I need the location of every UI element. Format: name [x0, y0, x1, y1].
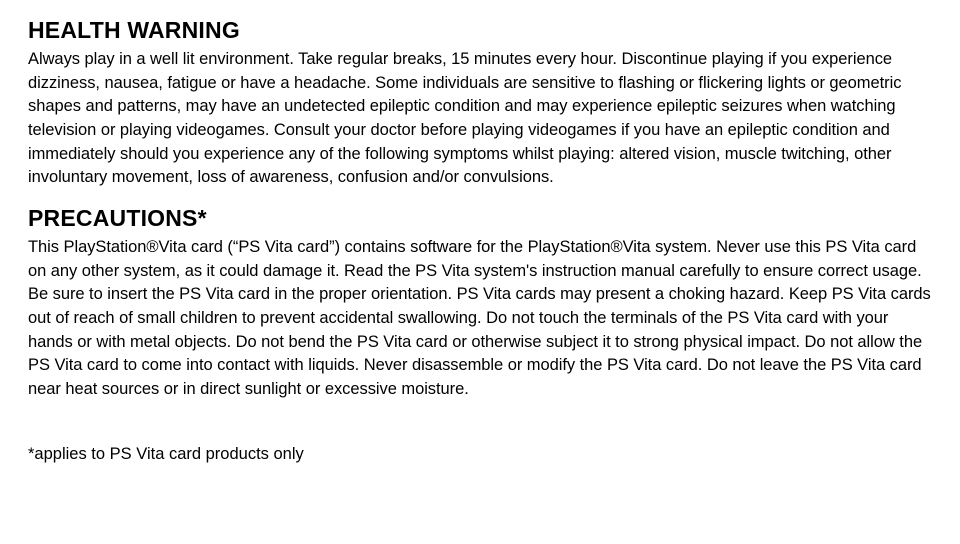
- health-warning-heading: HEALTH WARNING: [28, 17, 240, 43]
- health-warning-body: Always play in a well lit environment. Take regular breaks, 15 minutes every hour. Discontinue playing if you experience dizziness, nausea, fatigue or have a headache. Some individuals are sensitive to flashing or flickering lights or geometric shapes and patterns, may have an undetected epileptic condition and may experience epileptic seizures when watching television or playing videogames. Consult your doctor before playing videogames if you have an epileptic condition and immediately should you experience any of the following symptoms whilst playing: altered vision, muscle twitching, other involuntary movement, loss of awareness, confusion and/or convulsions.: [28, 50, 902, 187]
- precautions-body: This PlayStation®Vita card (“PS Vita card”) contains software for the PlayStation®Vita system. Never use this PS Vita card on any other system, as it could damage it. Read the PS Vita system's instruction manual carefully to ensure correct usage. Be sure to insert the PS Vita card in the proper orientation. PS Vita cards may present a choking hazard. Keep PS Vita cards out of reach of small children to prevent accidental swallowing. Do not touch the terminals of the PS Vita card with your hands or with metal objects. Do not bend the PS Vita card or otherwise subject it to strong physical impact. Do not allow the PS Vita card to come into contact with liquids. Never disassemble or modify the PS Vita card. Do not leave the PS Vita card near heat sources or in direct sunlight or excessive moisture.: [28, 238, 931, 398]
- section-health-warning: [28, 18, 932, 190]
- precautions-heading: PRECAUTIONS*: [28, 204, 207, 231]
- section-precautions: [28, 206, 932, 401]
- precautions-footnote: *applies to PS Vita card products only: [28, 445, 304, 464]
